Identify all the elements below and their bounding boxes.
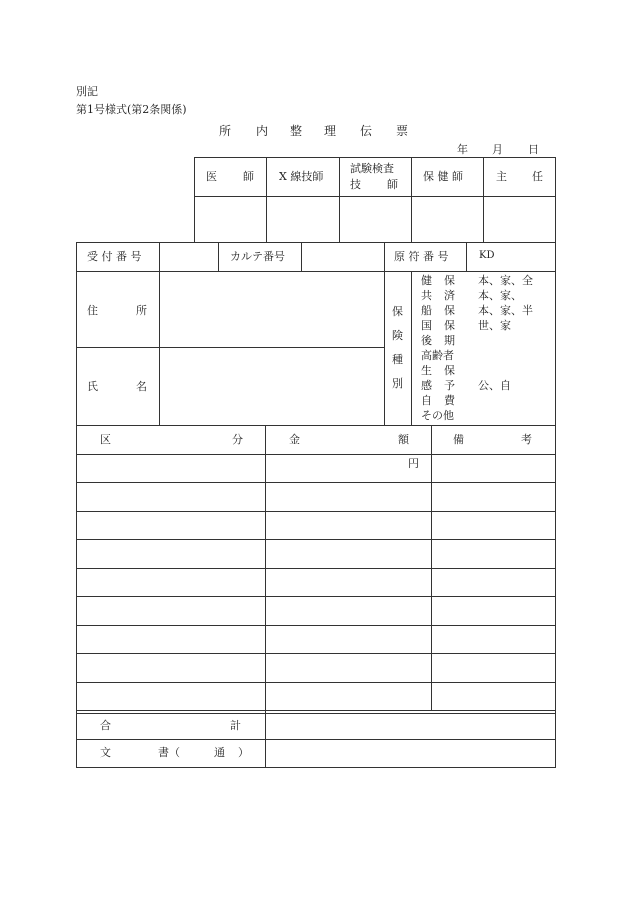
- kd-label: KD: [479, 250, 495, 261]
- insurance-sub: 公、自: [478, 379, 511, 392]
- bekki-label: 別記: [76, 85, 98, 98]
- insurance-item: 感 予: [421, 379, 455, 392]
- insurance-item: 健 保: [421, 274, 455, 287]
- reception-number-label: 受 付 番 号: [87, 250, 142, 263]
- insurance-item: 後 期: [421, 334, 455, 347]
- insurance-item: 高齢者: [421, 349, 454, 362]
- insurance-item: 自 費: [421, 394, 455, 407]
- insurance-item: 共 済: [421, 289, 455, 302]
- date-year: 年: [457, 143, 468, 156]
- insurance-sub: 本、家、: [478, 289, 522, 302]
- chart-number-label: カルテ番号: [230, 250, 285, 263]
- date-month: 月: [492, 143, 503, 156]
- insurance-item: 生 保: [421, 364, 455, 377]
- insurance-item: 船 保: [421, 304, 455, 317]
- date-day: 日: [528, 143, 539, 156]
- insurance-item: その他: [421, 409, 454, 422]
- lab-tech-stamp-label-line1: 試験検査: [350, 162, 394, 175]
- yen-unit: 円: [408, 457, 419, 470]
- xray-tech-stamp-label: X 線技師: [279, 170, 324, 183]
- insurance-sub: 世、家: [478, 319, 511, 332]
- insurance-sub: 本、家、半: [478, 304, 533, 317]
- insurance-item: 国 保: [421, 319, 455, 332]
- insurance-sub: 本、家、全: [478, 274, 533, 287]
- nurse-stamp-label: 保 健 師: [423, 170, 463, 183]
- form-number: 第1号様式(第2条関係): [76, 103, 187, 116]
- original-number-label: 原 符 番 号: [394, 250, 449, 263]
